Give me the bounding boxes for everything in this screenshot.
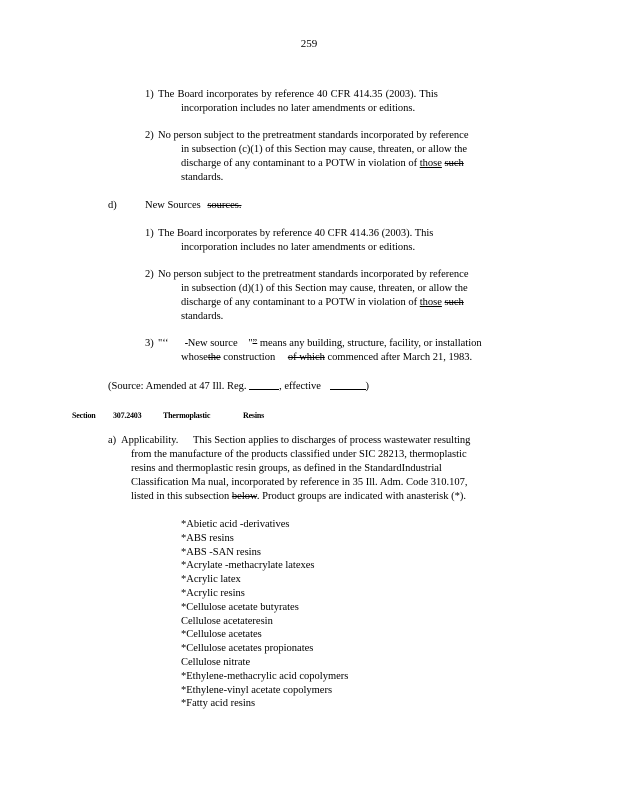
- deleted-text: such: [444, 297, 464, 308]
- deleted-text: sources.: [207, 200, 242, 211]
- list-item: *Acrylic latex: [181, 574, 241, 586]
- line-text: whose: [181, 352, 208, 363]
- subsection-label: d): [108, 200, 117, 211]
- section-number: 307.2403: [113, 411, 142, 420]
- item-line: standards.: [181, 172, 224, 183]
- item-line: The Board incorporates by reference 40 CFR 414.36 (2003). This: [158, 228, 434, 239]
- list-item: *Ethylene-methacrylic acid copolymers: [181, 670, 349, 682]
- paragraph-lead: Applicability.: [121, 435, 179, 446]
- source-note: [108, 379, 369, 394]
- list-item: *Cellulose acetates: [181, 629, 262, 641]
- resin-list: [181, 518, 348, 711]
- item-number: 3): [145, 338, 154, 349]
- list-item: *ABS -SAN resins: [181, 546, 261, 558]
- paragraph-line: Classification Ma nual, incorporated by reference in 35 Ill. Adm. Code 310.107,: [131, 477, 468, 488]
- defined-term: New source: [187, 338, 238, 349]
- line-text: listed in this subsection: [131, 491, 230, 502]
- item-line: in subsection (d)(1) of this Section may cause, threaten, or allow the: [181, 283, 468, 294]
- section-title: Resins: [243, 411, 265, 420]
- inserted-text: those: [419, 158, 442, 169]
- list-item: *Ethylene-vinyl acetate copolymers: [181, 684, 333, 696]
- subsection-title: [145, 199, 241, 213]
- deleted-text: such: [444, 158, 464, 169]
- item-number: 1): [145, 89, 154, 100]
- source-text: , effective: [279, 381, 321, 392]
- item-line: [181, 296, 464, 310]
- line-text: . Product groups are indicated with anasterisk (*).: [256, 491, 466, 502]
- list-item: *Abietic acid -derivatives: [181, 519, 290, 530]
- blank-line: [249, 379, 279, 390]
- item-line: incorporation includes no later amendments or editions.: [181, 103, 416, 114]
- list-item: *Acrylic resins: [181, 587, 245, 599]
- blank-line: [330, 379, 366, 390]
- quote-mark: "‘‘: [158, 338, 169, 349]
- list-item: Cellulose nitrate: [181, 656, 251, 668]
- item-number: 1): [145, 228, 154, 239]
- deleted-text: below: [231, 491, 257, 502]
- item-number: 2): [145, 269, 154, 280]
- list-item: *Cellulose acetates propionates: [181, 643, 314, 655]
- item-line: No person subject to the pretreatment standards incorporated by reference: [158, 130, 469, 141]
- item-line: in subsection (c)(1) of this Section may cause, threaten, or allow the: [181, 144, 468, 155]
- source-text: ): [365, 381, 370, 392]
- deleted-text: ”: [252, 338, 258, 349]
- item-line: standards.: [181, 311, 224, 322]
- list-item: *Acrylate -methacrylate latexes: [181, 560, 315, 572]
- paragraph-line: from the manufacture of the products classified under SIC 28213, thermoplastic: [131, 449, 467, 460]
- list-item: *Fatty acid resins: [181, 698, 256, 710]
- line-text: means any building, structure, facility, or installation: [259, 338, 482, 349]
- item-line: incorporation includes no later amendments or editions.: [181, 242, 416, 253]
- line-text: commenced after March 21, 1983.: [327, 352, 473, 363]
- item-line: No person subject to the pretreatment standards incorporated by reference: [158, 269, 469, 280]
- paragraph-line: resins and thermoplastic resin groups, as defined in the StandardIndustrial: [131, 463, 442, 474]
- item-line: [158, 337, 482, 351]
- line-text: discharge of any contaminant to a POTW in violation of: [181, 297, 418, 308]
- paragraph-line: [131, 490, 466, 504]
- list-item: *ABS resins: [181, 532, 234, 544]
- item-line: The Board incorporates by reference 40 CFR 414.35 (2003). This: [158, 89, 438, 100]
- list-item: Cellulose acetateresin: [181, 615, 273, 627]
- item-number: 2): [145, 130, 154, 141]
- line-text: construction: [223, 352, 276, 363]
- title-text: New Sources: [145, 200, 201, 211]
- paragraph-label: a): [108, 435, 117, 446]
- item-line: [181, 351, 472, 365]
- list-item: *Cellulose acetate butyrates: [181, 601, 299, 613]
- line-text: discharge of any contaminant to a POTW in violation of: [181, 158, 418, 169]
- source-text: (Source: Amended at 47 Ill. Reg.: [108, 381, 247, 392]
- section-word: Section: [72, 411, 96, 420]
- deleted-text: the: [207, 352, 221, 363]
- section-title: Thermoplastic: [163, 411, 211, 420]
- inserted-text: those: [419, 297, 442, 308]
- deleted-text: of which: [287, 352, 325, 363]
- page-number: 259: [300, 38, 318, 50]
- quote-mark: ": [248, 338, 253, 349]
- paragraph-line: This Section applies to discharges of process wastewater resulting: [193, 435, 471, 446]
- item-line: [181, 157, 464, 171]
